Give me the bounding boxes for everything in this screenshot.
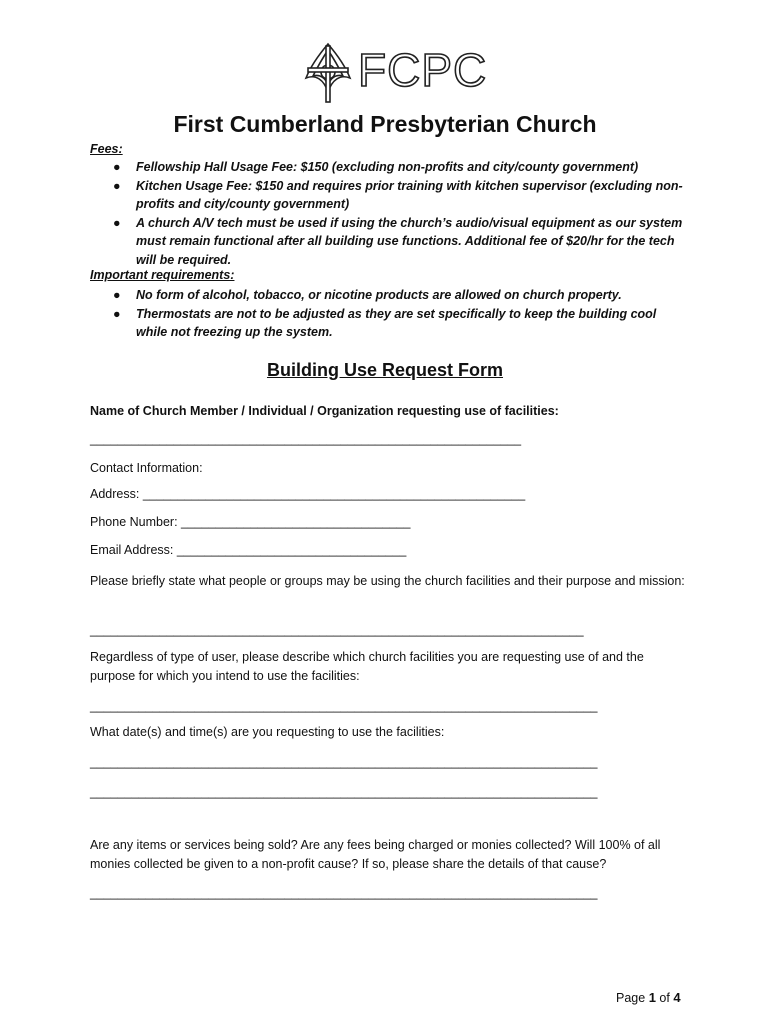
church-logo	[296, 38, 488, 108]
list-item: ● Thermostats are not to be adjusted as they are set specifically to keep the building cool while not freezing up the system.	[113, 306, 657, 339]
page-title: First Cumberland Presbyterian Church	[173, 111, 597, 137]
people-field[interactable]: _______________________________________________________________________	[90, 623, 584, 637]
contact-label: Contact Information:	[90, 461, 203, 475]
email-label: Email Address:	[90, 543, 174, 557]
list-item: ● Kitchen Usage Fee: $150 and requires prior training with kitchen supervisor (excluding non-profits and city/county government)	[113, 178, 683, 211]
list-item: ● No form of alcohol, tobacco, or nicotine products are allowed on church property.	[90, 286, 690, 305]
sales-field[interactable]: _________________________________________________________________________	[90, 886, 598, 900]
bullet-icon: ●	[113, 215, 121, 230]
address-field[interactable]: _______________________________________________________	[142, 487, 526, 501]
list-item: ● Fellowship Hall Usage Fee: $150 (excluding non-profits and city/county government)	[90, 158, 690, 177]
page-number: Page 1 of 4	[616, 990, 681, 1005]
name-field[interactable]: ______________________________________________________________	[90, 432, 522, 446]
requirements-heading: Important requirements:	[90, 268, 235, 282]
address-label: Address:	[90, 487, 140, 501]
fees-list	[90, 158, 690, 269]
bullet-icon: ●	[113, 160, 121, 174]
bullet-icon: ●	[113, 306, 121, 321]
email-row	[90, 543, 406, 557]
bullet-icon: ●	[113, 178, 121, 193]
form-title: Building Use Request Form	[266, 360, 504, 380]
logo-text: FCPC	[358, 44, 488, 96]
requirements-list	[90, 286, 690, 342]
address-row	[90, 487, 525, 501]
fees-heading: Fees:	[90, 142, 123, 156]
dates-field-2[interactable]: _________________________________________________________________________	[90, 785, 598, 799]
dates-question: What date(s) and time(s) are you requesting to use the facilities:	[90, 725, 445, 739]
list-item: ● A church A/V tech must be used if using the church’s audio/visual equipment as our system must remain functional after all building use functions. Additional fee of $20/hr for the tech will be required.	[113, 215, 683, 267]
name-question: Name of Church Member / Individual / Organization requesting use of facilities:	[90, 404, 559, 418]
bullet-icon: ●	[113, 288, 121, 302]
dates-field-1[interactable]: _________________________________________________________________________	[90, 755, 598, 769]
phone-row	[90, 515, 410, 529]
email-field[interactable]: _________________________________	[176, 543, 407, 557]
phone-label: Phone Number:	[90, 515, 178, 529]
facilities-question: Regardless of type of user, please describe which church facilities you are requesting use of and the purpose for which you intend to use the facilities:	[90, 650, 644, 683]
celtic-cross-icon	[296, 38, 360, 108]
sales-question: Are any items or services being sold? Are any fees being charged or monies collected? Will 100% of all monies collected be given to a non-profit cause? If so, please share the details of that cause?	[90, 838, 661, 871]
phone-field[interactable]: _________________________________	[181, 515, 411, 529]
facilities-field[interactable]: _________________________________________________________________________	[90, 699, 598, 713]
people-question: Please briefly state what people or groups may be using the church facilities and their purpose and mission:	[90, 574, 685, 588]
